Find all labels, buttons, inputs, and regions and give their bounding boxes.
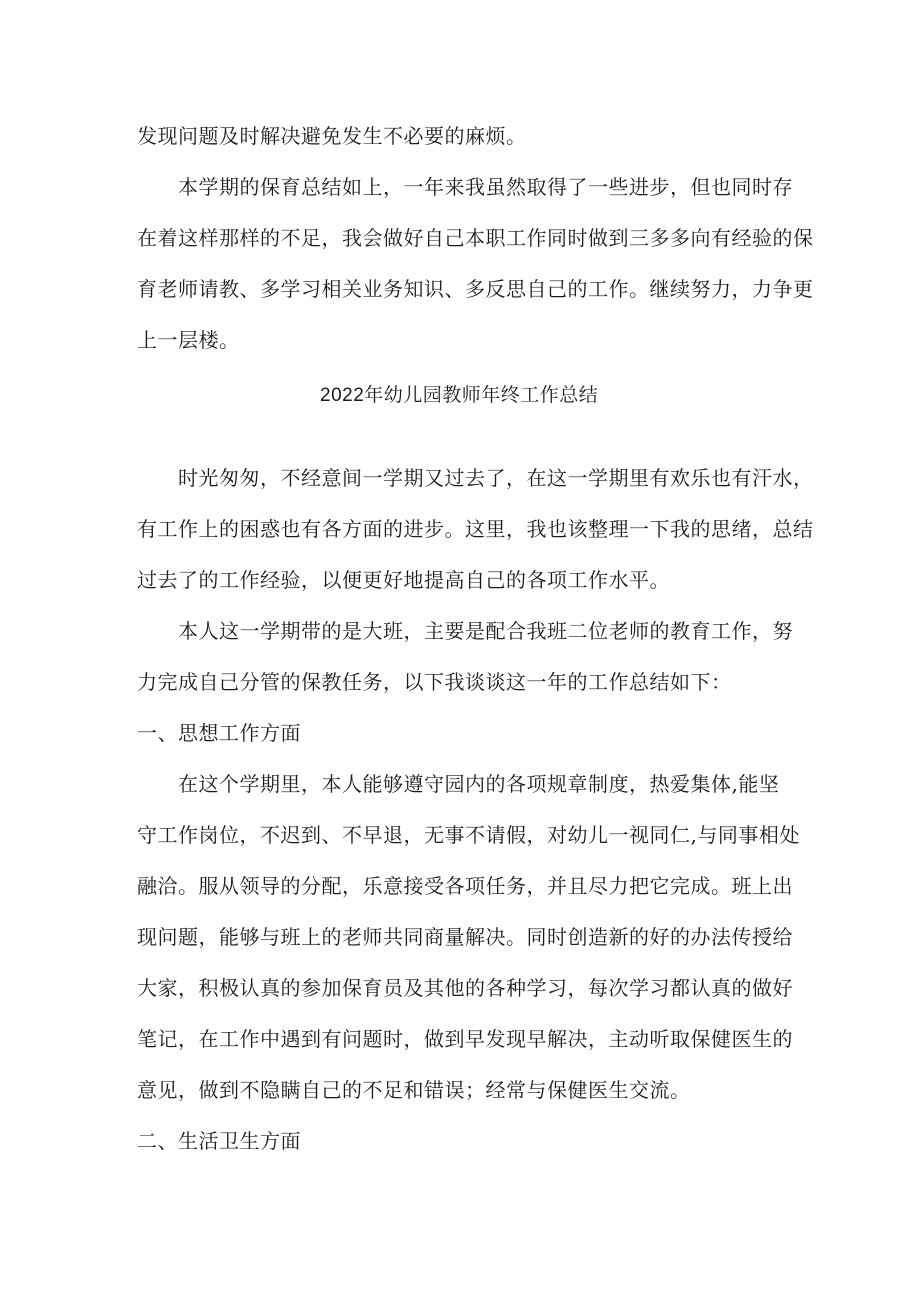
paragraph-line: 发现问题及时解决避免发生不必要的麻烦。 <box>137 124 527 148</box>
paragraph-line: 守工作岗位，不迟到、不早退，无事不请假，对幼儿一视同仁,与同事相处 <box>137 823 800 847</box>
paragraph-line: 大家，积极认真的参加保育员及其他的各种学习，每次学习都认真的做好 <box>137 976 793 1000</box>
paragraph-line: 融洽。服从领导的分配，乐意接受各项任务，并且尽力把它完成。班上出 <box>137 874 793 898</box>
paragraph-line: 在这个学期里，本人能够遵守园内的各项规章制度，热爱集体,能坚 <box>178 772 780 796</box>
section-heading: 二、生活卫生方面 <box>137 1129 301 1153</box>
paragraph-line: 过去了的工作经验，以便更好地提高自己的各项工作水平。 <box>137 568 670 592</box>
paragraph-line: 在着这样那样的不足，我会做好自己本职工作同时做到三多多向有经验的保 <box>137 226 814 250</box>
paragraph-line: 意见，做到不隐瞒自己的不足和错误；经常与保健医生交流。 <box>137 1078 691 1102</box>
paragraph-line: 本人这一学期带的是大班，主要是配合我班二位老师的教育工作，努 <box>178 619 793 643</box>
paragraph-line: 笔记，在工作中遇到有问题时，做到早发现早解决，主动听取保健医生的 <box>137 1027 793 1051</box>
paragraph-line: 现问题，能够与班上的老师共同商量解决。同时创造新的好的办法传授给 <box>137 925 793 949</box>
section-title: 2022年幼儿园教师年终工作总结 <box>320 385 599 406</box>
paragraph-line: 力完成自己分管的保教任务，以下我谈谈这一年的工作总结如下： <box>137 670 732 694</box>
paragraph-line: 时光匆匆，不经意间一学期又过去了，在这一学期里有欢乐也有汗水， <box>178 466 814 490</box>
paragraph-line: 育老师请教、多学习相关业务知识、多反思自己的工作。继续努力，力争更 <box>137 277 814 301</box>
section-heading: 一、思想工作方面 <box>137 721 301 745</box>
paragraph-line: 有工作上的困惑也有各方面的进步。这里，我也该整理一下我的思绪，总结 <box>137 517 814 541</box>
paragraph-line: 本学期的保育总结如上，一年来我虽然取得了一些进步，但也同时存 <box>178 175 793 199</box>
paragraph-line: 上一层楼。 <box>137 328 240 352</box>
